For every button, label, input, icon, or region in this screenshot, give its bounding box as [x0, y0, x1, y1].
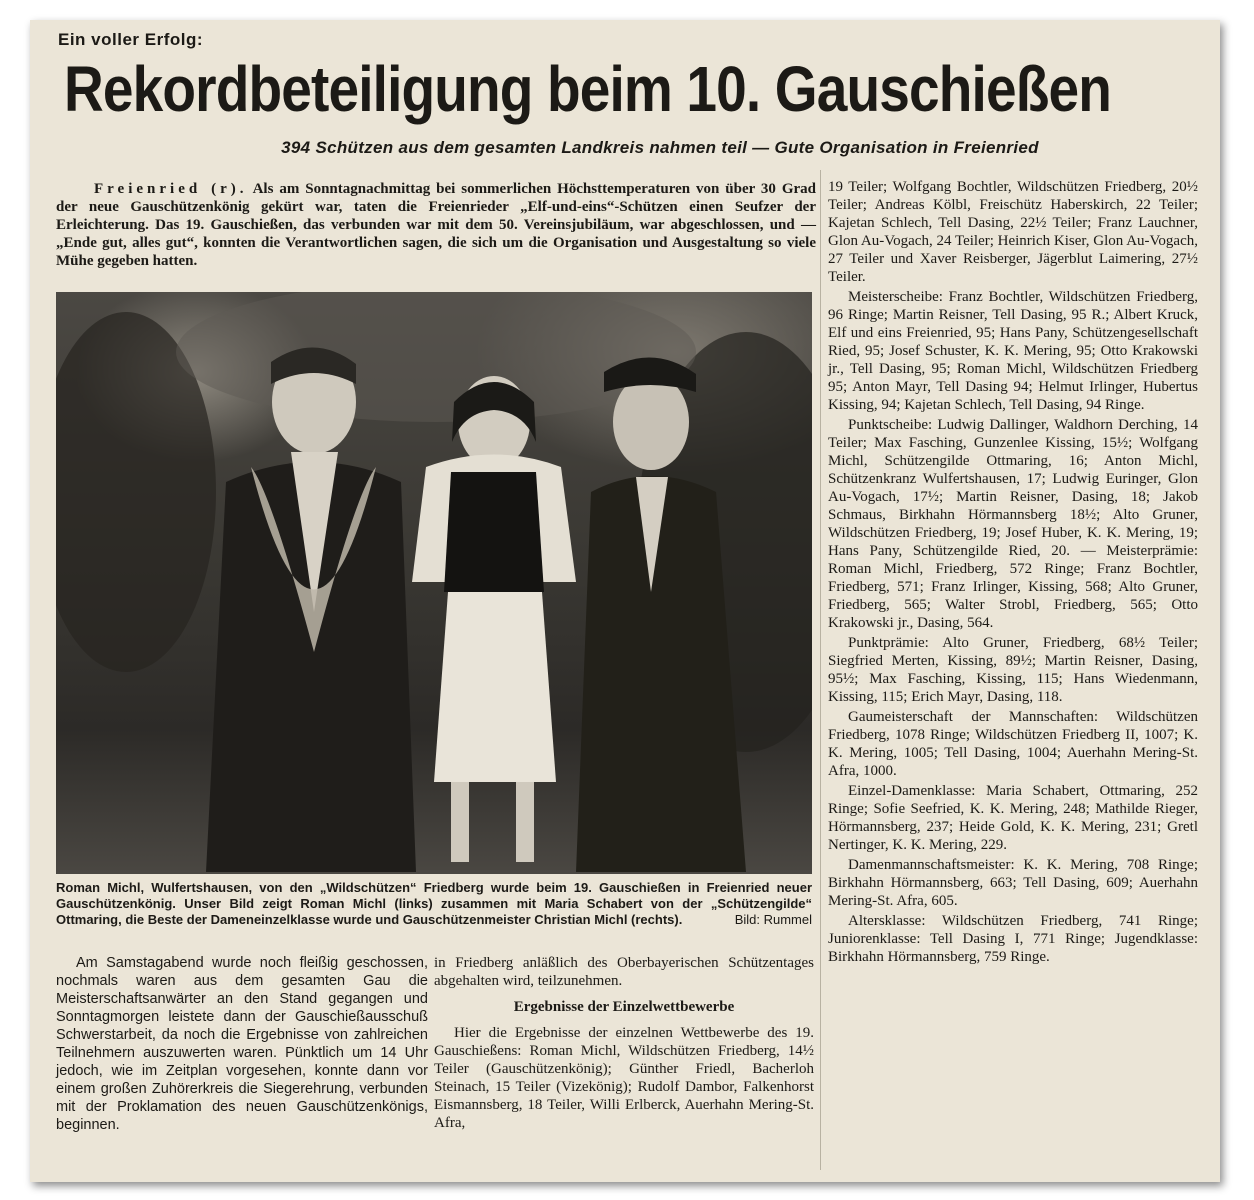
lead-text: Als am Sonntagnachmittag bei sommerlichen Höchsttemperaturen von über 30 Grad der neue Gauschützenkönig gekürt war, taten die Freienrieder „Elf-und-eins“-Schützen einen Seufzer der Erleichterung. Das 19. Gauschießen, das verbunden war mit dem 50. Vereinsjubiläum, war abgeschlossen, und — „Ende gut, alles gut“, konnten die Verantwortlichen sagen, die sich um die Organisation und Ausgestaltung so viele Mühe gegeben hatten.: [56, 181, 816, 269]
caption-text: Roman Michl, Wulfertshausen, von den „Wildschützen“ Friedberg wurde beim 19. Gauschießen in Freienried neuer Gauschützenkönig. Unser Bild zeigt Roman Michl (links) zusammen mit Maria Schabert von der „Schützengilde“ Ottmaring, die Beste der Dameneinzelklasse wurde und Gauschützenmeister Christian Michl (rechts).: [56, 880, 812, 927]
lead-paragraph: [56, 180, 816, 270]
results-paragraph: 19 Teiler; Wolfgang Bochtler, Wildschützen Friedberg, 20½ Teiler; Andreas Kölbl, Freischütz Haberskirch, 22 Teiler; Kajetan Schlech, Tell Dasing, 22½ Teiler; Franz Lauchner, Glon Au-Vogach, 24 Teiler; Heinrich Kiser, Glon Au-Vogach, 27 Teiler und Xaver Reisberger, Jägerblut Laimering, 27½ Teiler.: [828, 179, 1198, 285]
kicker: Ein voller Erfolg:: [58, 30, 204, 49]
results-paragraph: Meisterscheibe: Franz Bochtler, Wildschützen Friedberg, 96 Ringe; Martin Reisner, Tell Dasing, 95 R.; Albert Kruck, Elf und eins Freienried, 95; Hans Pany, Schützengesellschaft Ried, 95; Josef Schuster, K. K. Mering, 95; Otto Krakowski jr., Tell Dasing, 95; Roman Michl, Wildschützen Friedberg 95; Anton Mayr, Tell Dasing 94; Helmut Irlinger, Hubertus Kissing, 94; Kajetan Schlech, Tell Dasing, 94 Ringe.: [828, 289, 1198, 413]
photo-illustration: [56, 292, 812, 874]
results-paragraph: Punktscheibe: Ludwig Dallinger, Waldhorn Derching, 14 Teiler; Max Fasching, Gunzenlee Kissing, 15½; Wolfgang Michl, Schützengilde Ottmaring, 16; Anton Michl, Schützenkranz Wulfertshausen, 17; Ludwig Euringer, Glon Au-Vogach, 17½; Martin Reisner, Dasing, 18; Jakob Schmaus, Birkhahn Hörmannsberg 18½; Alto Gruner, Wildschützen Friedberg, 19; Josef Huber, K. K. Mering, 19; Hans Pany, Schützengilde Ried, 20. — Meisterprämie: Roman Michl, Friedberg, 572 Ringe; Franz Bochtler, Friedberg, 571; Franz Irlinger, Kissing, 568; Alto Gruner, Friedberg, 565; Walter Strobl, Friedberg, 565; Otto Krakowski jr., Dasing, 564.: [828, 417, 1198, 631]
subheadline: 394 Schützen aus dem gesamten Landkreis nahmen teil — Gute Organisation in Freienried: [281, 138, 1039, 157]
column-1-text: Am Samstagabend wurde noch fleißig geschossen, nochmals waren aus dem gesamten Gau die Meisterschaftsanwärter an den Stand gegangen und Sonntagmorgen leistete dann der Gauschießausschuß Schwerstarbeit, da noch die Ergebnisse von zahlreichen Teilnehmern auszuwerten waren. Pünktlich um 14 Uhr jedoch, wie im Zeitplan vorgesehen, konnte dann vor einem großen Zuhörerkreis die Siegerehrung, verbunden mit der Proklamation des neuen Gauschützenkönigs, beginnen.: [56, 955, 428, 1133]
person-left: [206, 347, 416, 872]
photo-credit: Bild: Rummel: [734, 912, 812, 927]
newspaper-clipping: [30, 20, 1220, 1182]
article-column-3: [828, 178, 1198, 968]
results-paragraph: Gaumeisterschaft der Mannschaften: Wildschützen Friedberg, 1078 Ringe; Wildschützen Friedberg II, 1007; K. K. Mering, 1005; Tell Dasing, 1004; Auerhahn Mering-St. Afra, 1000.: [828, 709, 1198, 779]
dateline: Freienried (r).: [94, 181, 248, 197]
results-heading: Ergebnisse der Einzelwettbewerbe: [513, 999, 735, 1015]
column-2-text: Hier die Ergebnisse der einzelnen Wettbewerbe des 19. Gauschießens: Roman Michl, Wildschützen Friedberg, 14½ Teiler (Gauschützenkönig); Günther Friedl, Bacherloh Steinach, 15 Teiler (Vizekönig); Rudolf Dambor, Falkenhorst Eismannsberg, 18 Teiler, Willi Erlberck, Auerhahn Mering-St. Afra,: [434, 1025, 814, 1131]
headline: Rekordbeteiligung beim 10. Gauschießen: [64, 53, 1111, 125]
article-column-2: [434, 954, 814, 1132]
results-paragraph: Damenmannschaftsmeister: K. K. Mering, 708 Ringe; Birkhahn Hörmannsberg, 663; Tell Dasing, 609; Auerhahn Mering-St. Afra, 605.: [828, 857, 1198, 909]
person-center: [412, 376, 576, 862]
article-column-1: [56, 954, 428, 1134]
column-2-intro: in Friedberg anläßlich des Oberbayerischen Schützentages abgehalten wird, teilzunehmen.: [434, 955, 814, 989]
photo-caption: [56, 880, 812, 928]
results-paragraph: Altersklasse: Wildschützen Friedberg, 741 Ringe; Juniorenklasse: Tell Dasing I, 771 Ringe; Jugendklasse: Birkhahn Hörmannsberg, 759 Ringe.: [828, 913, 1198, 965]
column-divider: [820, 170, 821, 1170]
results-paragraph: Einzel-Damenklasse: Maria Schabert, Ottmaring, 252 Ringe; Sofie Seefried, K. K. Mering, 248; Mathilde Rieger, Hörmannsberg, 237; Heide Gold, K. K. Mering, 231; Gretl Nertinger, K. K. Mering, 229.: [828, 783, 1198, 853]
photo: [56, 292, 812, 874]
results-paragraph: Punktprämie: Alto Gruner, Friedberg, 68½ Teiler; Siegfried Merten, Kissing, 89½; Martin Reisner, Dasing, 95½; Max Fasching, Kissing, 115; Hans Wiedenmann, Kissing, 115; Erich Mayr, Dasing, 118.: [828, 635, 1198, 705]
